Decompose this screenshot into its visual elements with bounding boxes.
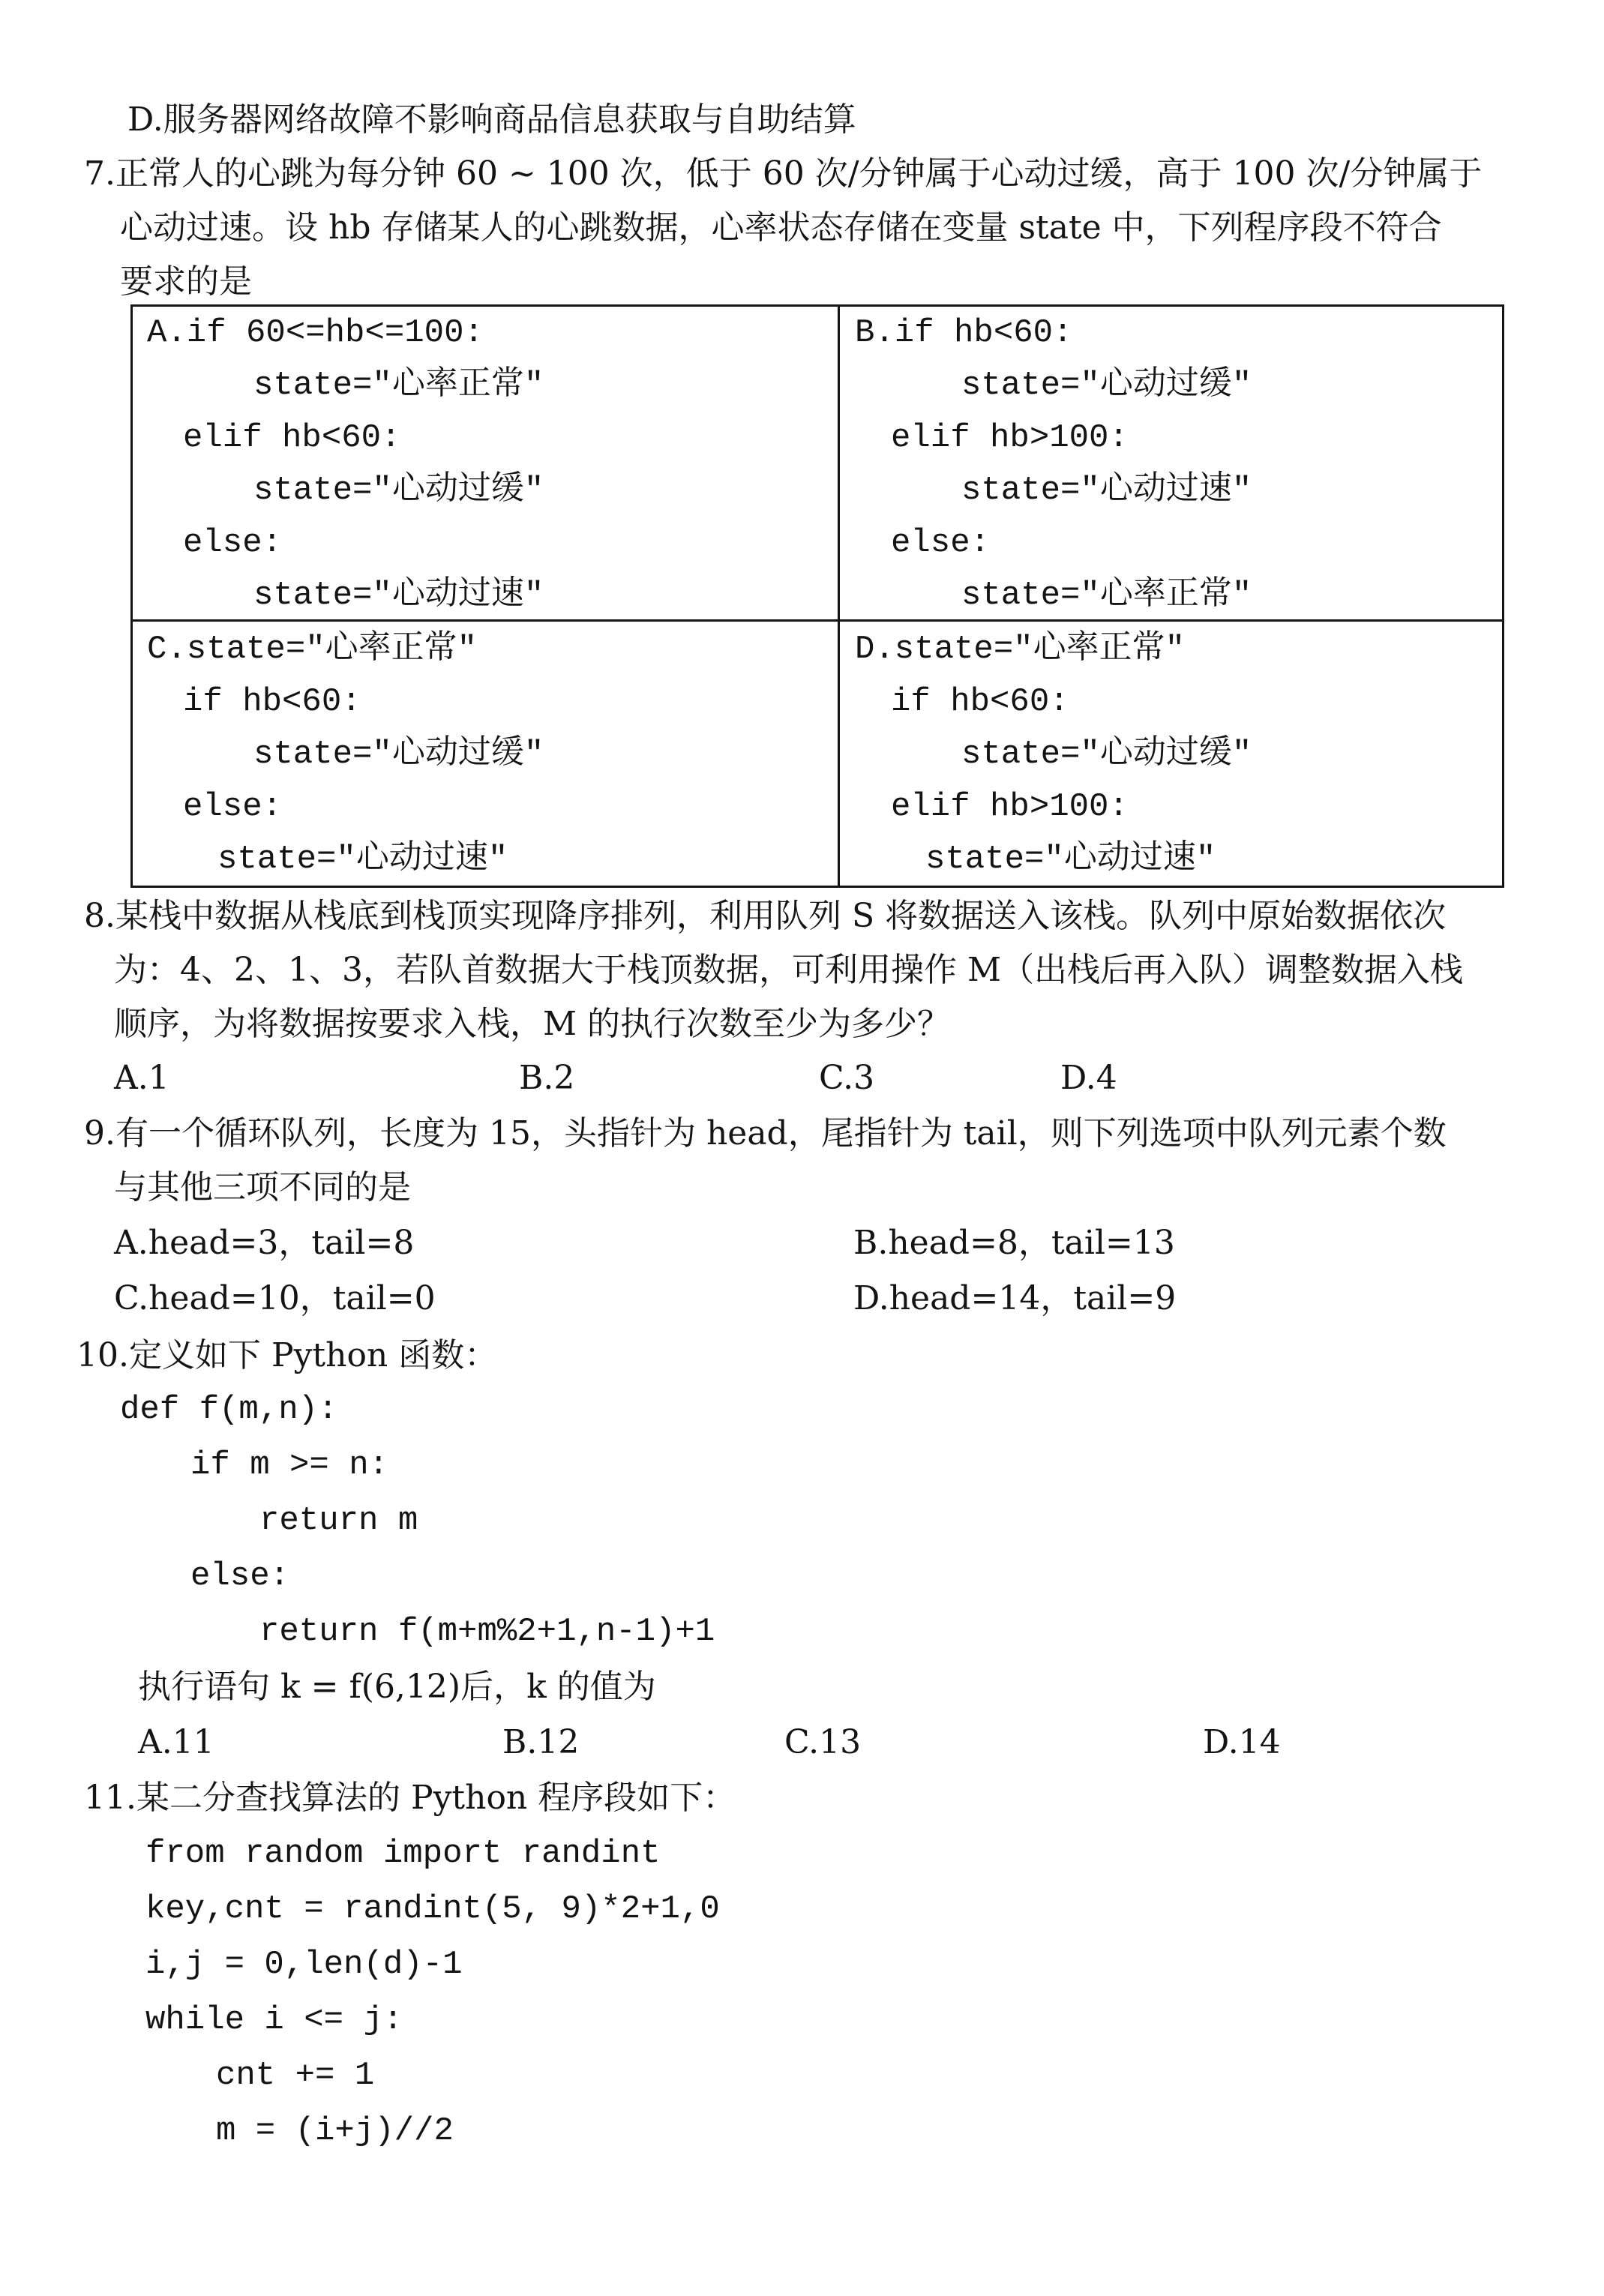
table-divider-vertical: [838, 304, 840, 888]
q8-stem-line-3: 顺序，为将数据按要求入栈，M 的执行次数至少为多少？: [114, 1005, 951, 1043]
q10-option-b: B.12: [502, 1723, 580, 1761]
code-line: i,j = 0,len(d)-1: [145, 1946, 463, 1983]
q9-option-d: D.head=14，tail=9: [853, 1279, 1177, 1317]
code-line: cnt += 1: [216, 2057, 375, 2094]
code-line: elif hb>100:: [891, 788, 1129, 826]
q8-stem-line-1: 8.某栈中数据从栈底到栈顶实现降序排列，利用队列 S 将数据送入该栈。队列中原始数据依次: [84, 897, 1447, 935]
code-line: if hb<60:: [891, 683, 1069, 721]
code-line: else:: [891, 524, 991, 562]
code-line: m = (i+j)//2: [216, 2112, 454, 2150]
code-line: from random import randint: [145, 1835, 661, 1872]
q10-option-c: C.13: [784, 1723, 862, 1761]
q10-option-d: D.14: [1203, 1723, 1281, 1761]
code-line: else:: [183, 788, 283, 826]
q9-stem-line-1: 9.有一个循环队列，长度为 15，头指针为 head，尾指针为 tail，则下列选项中队列元素个数: [84, 1114, 1447, 1152]
code-line: if m >= n:: [190, 1446, 389, 1484]
q11-title: 11.某二分查找算法的 Python 程序段如下：: [84, 1779, 736, 1817]
q8-option-a: A.1: [114, 1059, 169, 1097]
q9-option-a: A.head=3，tail=8: [114, 1224, 415, 1262]
code-line: state=″心动过速″: [925, 841, 1216, 878]
q8-option-d: D.4: [1060, 1059, 1117, 1097]
code-line: state=″心动过缓″: [253, 736, 544, 773]
code-line: else:: [183, 524, 283, 562]
code-line: while i <= j:: [145, 2001, 403, 2039]
code-line: return m: [259, 1502, 418, 1539]
code-line: B.if hb<60:: [855, 314, 1073, 352]
q9-option-c: C.head=10，tail=0: [114, 1279, 436, 1317]
q7-stem-line-2: 心动过速。设 hb 存储某人的心跳数据，心率状态存储在变量 state 中，下列程序段不符合: [120, 208, 1442, 247]
code-line: state=″心动过速″: [961, 472, 1252, 509]
code-line: state=″心动过速″: [217, 841, 508, 878]
code-line: D.state=″心率正常″: [855, 631, 1186, 668]
code-line: state=″心率正常″: [253, 367, 544, 404]
q9-stem-line-2: 与其他三项不同的是: [114, 1168, 411, 1206]
q10-title: 10.定义如下 Python 函数：: [76, 1336, 498, 1374]
q10-stem: 执行语句 k = f(6,12)后，k 的值为: [138, 1668, 656, 1706]
code-line: state=″心动过速″: [253, 577, 544, 614]
q8-stem-line-2: 为：4、2、1、3，若队首数据大于栈顶数据，可利用操作 M（出栈后再入队）调整数据入栈: [114, 951, 1464, 989]
q6-option-d: D.服务器网络故障不影响商品信息获取与自助结算: [127, 100, 856, 139]
q9-option-b: B.head=8，tail=13: [853, 1224, 1175, 1262]
code-line: key,cnt = randint(5, 9)*2+1,0: [145, 1890, 720, 1928]
code-line: if hb<60:: [183, 683, 361, 721]
code-line: state=″心动过缓″: [961, 736, 1252, 773]
code-line: else:: [190, 1557, 290, 1595]
code-line: return f(m+m%2+1,n-1)+1: [259, 1613, 715, 1650]
q10-option-a: A.11: [138, 1723, 214, 1761]
q7-stem-line-1: 7.正常人的心跳为每分钟 60 ~ 100 次，低于 60 次/分钟属于心动过缓，高于 100 次/分钟属于: [84, 154, 1483, 193]
code-line: state=″心动过缓″: [961, 367, 1252, 404]
q8-option-b: B.2: [519, 1059, 575, 1097]
q7-stem-line-3: 要求的是: [120, 262, 252, 301]
code-line: state=″心率正常″: [961, 577, 1252, 614]
code-line: elif hb>100:: [891, 419, 1129, 457]
code-line: A.if 60<=hb<=100:: [147, 314, 484, 352]
code-line: elif hb<60:: [183, 419, 401, 457]
code-line: state=″心动过缓″: [253, 472, 544, 509]
table-divider-horizontal: [130, 619, 1504, 622]
code-line: C.state=″心率正常″: [147, 631, 478, 668]
q8-option-c: C.3: [819, 1059, 875, 1097]
code-line: def f(m,n):: [120, 1391, 338, 1428]
